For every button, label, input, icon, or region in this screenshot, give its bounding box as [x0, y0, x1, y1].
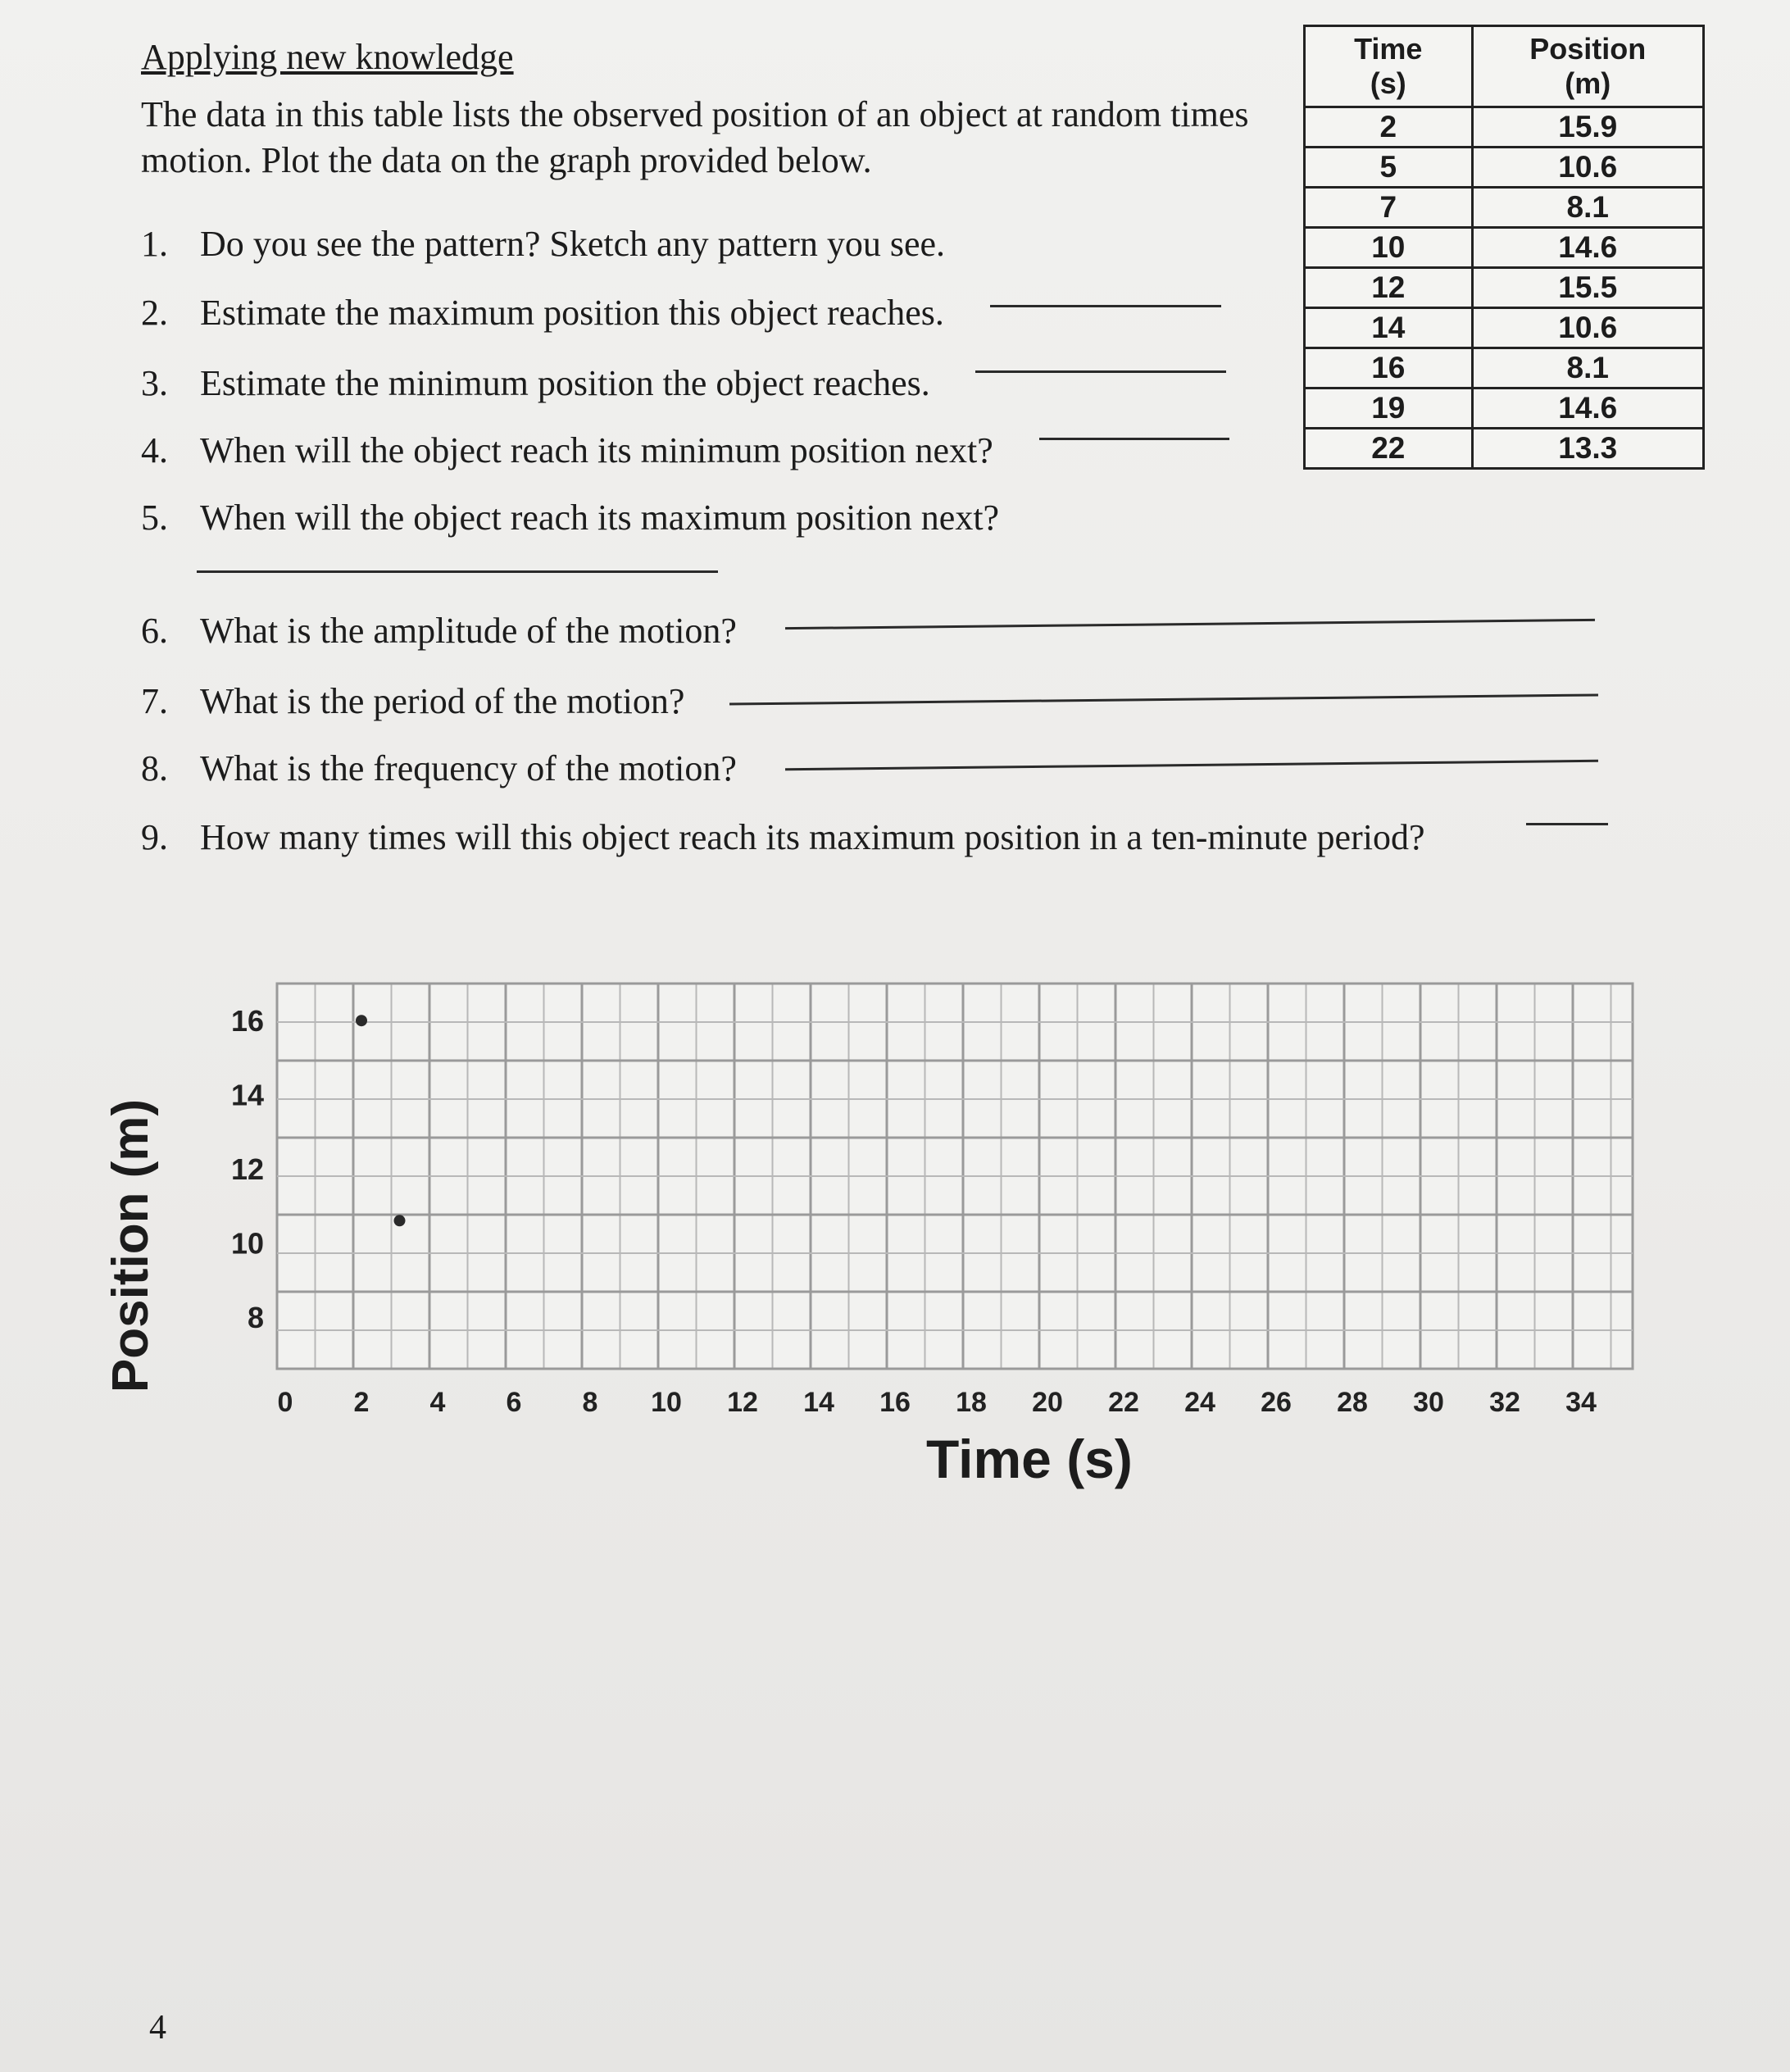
question-text: What is the period of the motion? [200, 681, 685, 721]
question-7 [141, 680, 684, 722]
time-cell: 10 [1305, 228, 1473, 268]
x-tick-label: 24 [1184, 1387, 1215, 1418]
question-2 [141, 292, 944, 334]
x-tick-label: 34 [1565, 1387, 1597, 1418]
position-cell: 10.6 [1472, 308, 1703, 348]
question-text: What is the frequency of the motion? [200, 748, 737, 788]
time-header-label: Time [1354, 32, 1423, 66]
x-tick-label: 10 [651, 1387, 682, 1418]
x-tick-label: 28 [1337, 1387, 1368, 1418]
y-axis-ticks [231, 1004, 264, 1334]
table-row [1305, 188, 1704, 228]
table-header-row [1305, 26, 1704, 107]
question-number: 1. [141, 224, 168, 264]
y-tick-label: 12 [230, 1152, 264, 1186]
question-number: 9. [141, 817, 168, 857]
x-axis-ticks [278, 1387, 1597, 1418]
position-cell: 15.5 [1472, 268, 1703, 308]
position-cell: 14.6 [1472, 228, 1703, 268]
question-3 [141, 362, 930, 404]
table-row [1305, 268, 1704, 308]
question-text: How many times will this object reach its maximum position in a ten-minute period? [200, 817, 1425, 857]
x-tick-label: 20 [1032, 1387, 1063, 1418]
y-tick-label: 16 [230, 1004, 264, 1038]
question-9 [141, 816, 1425, 858]
position-header-unit: (m) [1565, 66, 1611, 100]
table-row [1305, 388, 1704, 429]
x-tick-label: 0 [277, 1387, 293, 1418]
answer-blank-9[interactable] [1526, 823, 1608, 825]
x-tick-label: 26 [1261, 1387, 1292, 1418]
x-tick-label: 12 [727, 1387, 758, 1418]
question-1 [141, 223, 945, 265]
question-4 [141, 429, 993, 471]
answer-blank-5[interactable] [197, 570, 718, 573]
time-cell: 12 [1305, 268, 1473, 308]
table-row [1305, 308, 1704, 348]
x-tick-label: 30 [1413, 1387, 1444, 1418]
position-cell: 8.1 [1472, 188, 1703, 228]
question-text: Estimate the maximum position this object reaches. [200, 293, 944, 333]
answer-blank-8[interactable] [785, 760, 1598, 770]
question-text: Estimate the minimum position the object reaches. [200, 363, 930, 403]
x-tick-label: 22 [1108, 1387, 1139, 1418]
answer-blank-3[interactable] [975, 370, 1226, 373]
question-number: 2. [141, 293, 168, 333]
position-cell: 8.1 [1472, 348, 1703, 388]
question-number: 7. [141, 681, 168, 721]
position-time-graph [0, 967, 1790, 1508]
answer-blank-2[interactable] [990, 305, 1221, 307]
section-heading: Applying new knowledge [141, 37, 514, 77]
position-column-header [1472, 26, 1703, 107]
question-5 [141, 497, 999, 538]
question-text: When will the object reach its maximum position next? [200, 498, 1000, 538]
position-cell: 14.6 [1472, 388, 1703, 429]
graph-grid [277, 984, 1633, 1369]
time-cell: 7 [1305, 188, 1473, 228]
question-text: Do you see the pattern? Sketch any pattern you see. [200, 224, 946, 264]
x-tick-label: 32 [1489, 1387, 1520, 1418]
time-cell: 2 [1305, 107, 1473, 148]
x-tick-label: 8 [582, 1387, 598, 1418]
x-tick-label: 16 [879, 1387, 911, 1418]
table-row [1305, 348, 1704, 388]
question-text: When will the object reach its minimum position next? [200, 430, 993, 470]
time-header-unit: (s) [1370, 66, 1406, 100]
y-axis-label: Position (m) [102, 1098, 159, 1393]
question-number: 8. [141, 748, 168, 788]
time-column-header [1305, 26, 1473, 107]
y-tick-label: 8 [247, 1300, 264, 1334]
question-number: 3. [141, 363, 168, 403]
answer-blank-7[interactable] [729, 693, 1598, 705]
time-cell: 16 [1305, 348, 1473, 388]
x-tick-label: 6 [506, 1387, 522, 1418]
intro-paragraph: The data in this table lists the observed position of an object at random times motion. Plot the data on the graph provided below. [141, 94, 1249, 180]
data-point [394, 1215, 406, 1226]
y-tick-label: 10 [230, 1226, 264, 1261]
question-number: 4. [141, 430, 168, 470]
position-cell: 13.3 [1472, 429, 1703, 469]
position-cell: 10.6 [1472, 148, 1703, 188]
x-tick-label: 4 [429, 1387, 446, 1418]
answer-blank-4[interactable] [1039, 438, 1229, 440]
table-row [1305, 107, 1704, 148]
data-point [356, 1015, 367, 1026]
question-number: 6. [141, 611, 168, 651]
answer-blank-6[interactable] [785, 619, 1595, 629]
time-cell: 19 [1305, 388, 1473, 429]
table-row [1305, 429, 1704, 469]
table-row [1305, 148, 1704, 188]
question-text: What is the amplitude of the motion? [200, 611, 737, 651]
data-table [1303, 25, 1705, 470]
question-number: 5. [141, 498, 168, 538]
x-tick-label: 14 [803, 1387, 834, 1418]
x-axis-label: Time (s) [926, 1429, 1133, 1489]
time-cell: 5 [1305, 148, 1473, 188]
page-number: 4 [149, 2009, 166, 2047]
time-cell: 14 [1305, 308, 1473, 348]
x-tick-label: 2 [353, 1387, 370, 1418]
question-8 [141, 747, 737, 789]
y-tick-label: 14 [230, 1078, 264, 1112]
table-row [1305, 228, 1704, 268]
time-cell: 22 [1305, 429, 1473, 469]
question-6 [141, 610, 737, 652]
position-header-label: Position [1529, 32, 1647, 66]
position-cell: 15.9 [1472, 107, 1703, 148]
x-tick-label: 18 [956, 1387, 987, 1418]
